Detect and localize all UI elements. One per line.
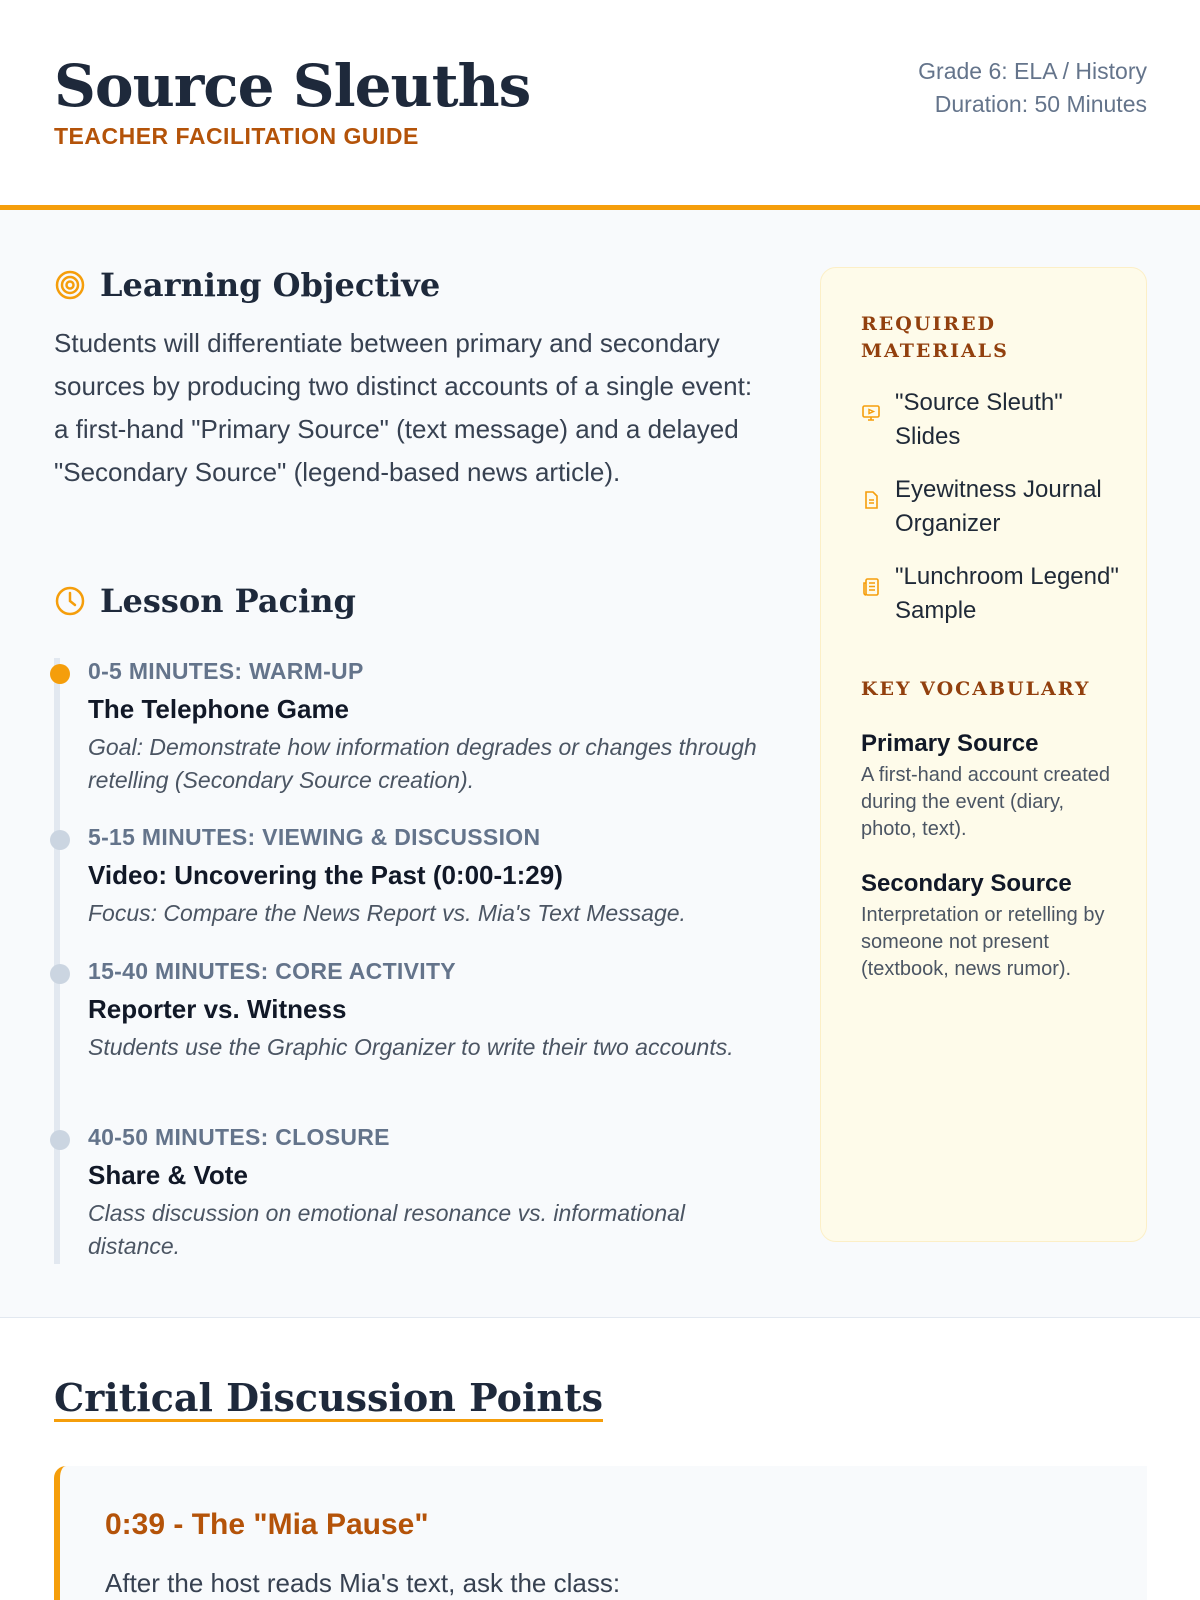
material-label: "Lunchroom Legend" Sample [895,563,1119,624]
material-item [861,386,1131,454]
vocab-heading: KEY VOCABULARY [861,678,1091,700]
timeline-description: Focus: Compare the News Report vs. Mia's Text Message. [88,900,686,926]
timeline-description: Goal: Demonstrate how information degrades or changes through retelling (Secondary Source creation). [88,734,757,793]
pacing-heading [54,582,356,620]
document-icon [861,490,881,510]
timeline-item [88,824,768,930]
discussion-section [0,1318,1200,1600]
discussion-card [54,1466,1147,1600]
vocab-definition: A first-hand account created during the event (diary, photo, text). [861,764,1111,840]
vocab-term: Secondary Source [861,870,1072,897]
main-content [0,210,1200,1318]
timeline-time: 40-50 MINUTES: CLOSURE [88,1124,390,1150]
timeline-activity: Share & Vote [88,1160,248,1190]
timeline-description: Students use the Graphic Organizer to write their two accounts. [88,1034,734,1060]
vocab-entry [861,730,1121,843]
clock-icon [54,585,86,617]
pacing-timeline [54,658,757,1259]
vocab-definition: Interpretation or retelling by someone not present (textbook, news rumor). [861,904,1105,980]
objective-heading [54,266,440,304]
discussion-title: Critical Discussion Points [54,1375,603,1420]
timeline-activity: Reporter vs. Witness [88,994,347,1024]
timeline-time: 5-15 MINUTES: VIEWING & DISCUSSION [88,824,541,850]
page-subtitle: TEACHER FACILITATION GUIDE [54,123,419,149]
timeline-dot [50,830,70,850]
vocab-entry [861,870,1121,983]
timeline-item [88,1124,768,1263]
timeline-item [88,658,768,797]
timeline-description: Class discussion on emotional resonance vs. informational distance. [88,1200,686,1259]
discussion-card-text: After the host reads Mia's text, ask the class: [105,1568,621,1598]
newspaper-icon [861,577,881,597]
discussion-card-title: 0:39 - The "Mia Pause" [105,1508,429,1541]
timeline-line [54,658,60,1264]
objective-title: Learning Objective [100,266,441,304]
timeline-item [88,958,768,1064]
grade-label: Grade 6: ELA / History [918,58,1147,84]
material-item [861,473,1131,541]
vocab-term: Primary Source [861,730,1039,757]
timeline-activity: The Telephone Game [88,694,350,724]
materials-heading: REQUIRED MATERIALS [861,313,1009,362]
objective-text: Students will differentiate between primary and secondary sources by producing two distinct accounts of a single event: a first-hand "Primary Source" (text message) and a delayed "Secondary Source" (legend-based news article). [54,328,753,487]
lesson-meta [918,55,1147,121]
timeline-time: 0-5 MINUTES: WARM-UP [88,658,364,684]
timeline-time: 15-40 MINUTES: CORE ACTIVITY [88,958,456,984]
timeline-dot [50,1130,70,1150]
pacing-title: Lesson Pacing [100,582,356,620]
duration-label: Duration: 50 Minutes [934,91,1147,117]
material-label: "Source Sleuth" Slides [895,389,1063,450]
timeline-activity: Video: Uncovering the Past (0:00-1:29) [88,860,563,890]
timeline-dot-active [50,664,70,684]
target-icon [54,269,86,301]
sidebar-panel [820,267,1147,1242]
material-label: Eyewitness Journal Organizer [895,476,1102,537]
page-title: Source Sleuths [54,52,531,120]
page-header [0,0,1200,210]
material-item [861,560,1131,628]
timeline-dot [50,964,70,984]
presentation-icon [861,403,881,423]
